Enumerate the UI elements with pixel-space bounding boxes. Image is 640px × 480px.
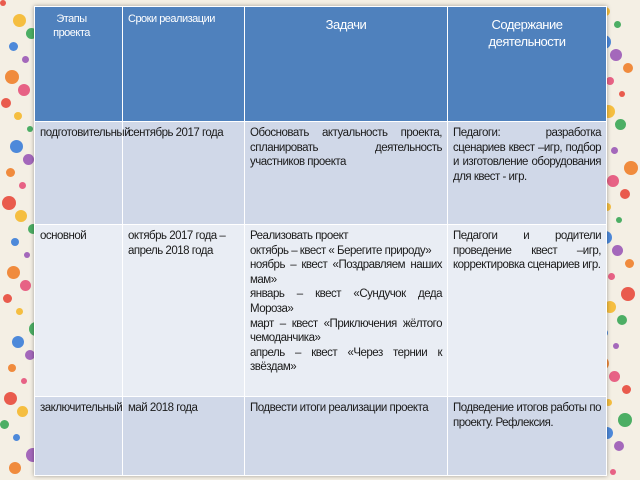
confetti-dot — [608, 273, 615, 280]
cell-stage: основной — [35, 225, 123, 397]
header-content: Содержание деятельности — [448, 7, 607, 122]
cell-tasks — [245, 225, 448, 397]
confetti-dot — [613, 343, 619, 349]
confetti-dot — [14, 112, 22, 120]
confetti-dot — [620, 189, 630, 199]
header-tasks: Задачи — [245, 7, 448, 122]
cell-term: сентябрь 2017 года — [123, 122, 245, 225]
cell-content: Педагоги: разработка сценариев квест –игр, подбор и изготовление оборудования для квест - игр. — [448, 122, 607, 225]
task-line: март – квест «Приключения жёлтого чемоданчика» — [250, 317, 442, 345]
confetti-dot — [621, 287, 635, 301]
cell-stage: заключительный — [35, 397, 123, 476]
cell-tasks: Подвести итоги реализации проекта — [245, 397, 448, 476]
confetti-dot — [607, 175, 619, 187]
confetti-dot — [21, 378, 27, 384]
header-terms: Сроки реализации — [123, 7, 245, 122]
confetti-dot — [27, 126, 33, 132]
cell-content: Педагоги и родители проведение квест –игр, корректировка сценариев игр. — [448, 225, 607, 397]
confetti-dot — [611, 147, 618, 154]
cell-content: Подведение итогов работы по проекту. Рефлексия. — [448, 397, 607, 476]
confetti-dot — [8, 364, 16, 372]
confetti-dot — [19, 182, 26, 189]
confetti-dot — [2, 196, 16, 210]
confetti-dot — [5, 70, 19, 84]
confetti-dot — [615, 119, 626, 130]
confetti-dot — [20, 280, 31, 291]
cell-tasks: Обосновать актуальность проекта, спланировать деятельность участников проекта — [245, 122, 448, 225]
task-line: октябрь – квест « Берегите природу» — [250, 244, 432, 257]
confetti-dot — [15, 210, 27, 222]
confetti-dot — [625, 259, 634, 268]
confetti-dot — [617, 315, 627, 325]
task-line: ноябрь – квест «Поздравляем наших мам» — [250, 259, 442, 286]
confetti-dot — [612, 245, 623, 256]
table-row — [35, 225, 607, 397]
cell-term: октябрь 2017 года – апрель 2018 года — [123, 225, 245, 397]
confetti-dot — [0, 420, 9, 429]
header-stages: Этапы проекта — [35, 7, 123, 122]
confetti-dot — [0, 0, 6, 6]
confetti-dot — [610, 469, 616, 475]
confetti-dot — [11, 238, 19, 246]
task-line: январь – квест «Сундучок деда Мороза» — [250, 288, 442, 315]
confetti-dot — [22, 56, 29, 63]
confetti-dot — [13, 434, 20, 441]
confetti-dot — [1, 98, 11, 108]
confetti-dot — [624, 161, 638, 175]
confetti-dot — [24, 252, 30, 258]
confetti-dot — [9, 462, 21, 474]
confetti-dot — [10, 140, 23, 153]
task-line: Реализовать проект — [250, 230, 349, 242]
table-row — [35, 122, 607, 225]
confetti-dot — [618, 413, 632, 427]
confetti-dot — [614, 441, 624, 451]
cell-stage: подготовительный — [35, 122, 123, 225]
confetti-dot — [3, 294, 12, 303]
confetti-dot — [610, 49, 622, 61]
confetti-dot — [16, 308, 23, 315]
confetti-dot — [623, 63, 633, 73]
task-line: апрель – квест «Через тернии к звёздам» — [250, 346, 442, 374]
confetti-dot — [6, 168, 15, 177]
confetti-dot — [18, 84, 30, 96]
confetti-dot — [4, 392, 17, 405]
confetti-dot — [609, 371, 620, 382]
project-stages-table — [34, 6, 607, 476]
confetti-dot — [13, 14, 26, 27]
confetti-dot — [622, 385, 631, 394]
confetti-dot — [17, 406, 28, 417]
cell-term: май 2018 года — [123, 397, 245, 476]
confetti-dot — [7, 266, 20, 279]
confetti-dot — [616, 217, 622, 223]
confetti-dot — [614, 21, 621, 28]
confetti-dot — [23, 154, 34, 165]
confetti-dot — [9, 42, 18, 51]
confetti-dot — [606, 77, 614, 85]
table-header-row — [35, 7, 607, 122]
confetti-dot — [12, 336, 24, 348]
confetti-dot — [619, 91, 625, 97]
table-row — [35, 397, 607, 476]
